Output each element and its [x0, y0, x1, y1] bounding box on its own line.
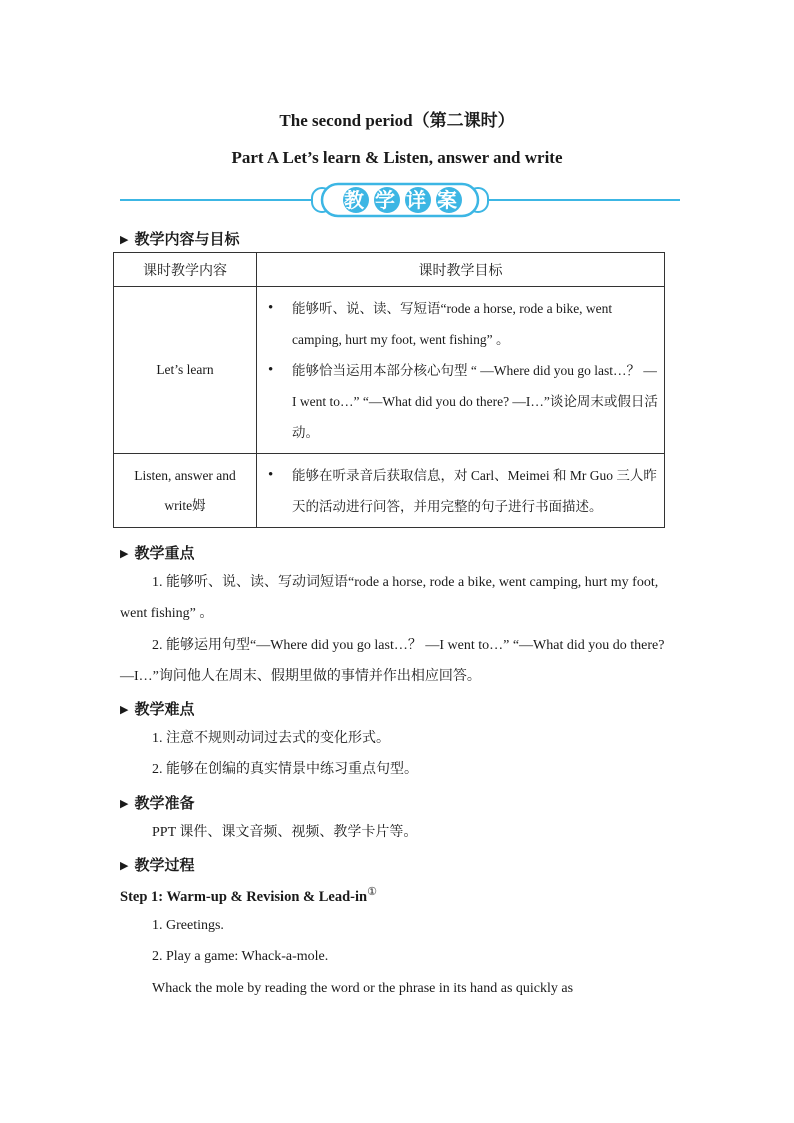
- difficulty-1: 1. 注意不规则动词过去式的变化形式。: [152, 731, 390, 746]
- section-heading-process: ▶ 教学过程: [120, 856, 195, 874]
- preparation-text: PPT 课件、课文音频、视频、教学卡片等。: [152, 825, 418, 840]
- table-cell-goals: [257, 287, 665, 454]
- section-heading-preparation: ▶ 教学准备: [120, 794, 195, 812]
- key-point-1: 1. 能够听、说、读、写动词短语“rode a horse, rode a bike, went camping, hurt my foot, went fishing” 。: [120, 575, 659, 621]
- triangle-icon: ▶: [120, 547, 129, 560]
- section-heading-difficulties: ▶ 教学难点: [120, 700, 195, 718]
- goals-table: [113, 252, 665, 528]
- banner-char-3: 详: [406, 188, 426, 212]
- banner-char-4: 案: [437, 188, 457, 212]
- table-cell-content: Let’s learn: [114, 287, 257, 454]
- step-1-item-2: 2. Play a game: Whack-a-mole.: [152, 949, 329, 964]
- table-row: [114, 287, 665, 454]
- table-row: [114, 454, 665, 528]
- table-header-row: [114, 253, 665, 287]
- goal-item: • 能够听、说、读、写短语“rode a horse, rode a bike, went camping, hurt my foot, went fishing” 。: [266, 293, 659, 355]
- goal-item: • 能够恰当运用本部分核心句型 “ —Where did you go last…？ —I went to…” “—What did you do there? —I…”谈论周末或假日活动。: [266, 355, 659, 448]
- table-cell-content: Listen, answer and write姆: [114, 454, 257, 528]
- page-subtitle: Part A Let’s learn & Listen, answer and write: [231, 148, 563, 167]
- banner-char-2: 学: [375, 188, 395, 212]
- step-1-item-3: Whack the mole by reading the word or the phrase in its hand as quickly as: [152, 981, 574, 996]
- step-1-title: Step 1: Warm-up & Revision & Lead-in①: [120, 886, 377, 905]
- triangle-icon: ▶: [120, 703, 129, 716]
- triangle-icon: ▶: [120, 233, 129, 246]
- banner-char-1: 教: [344, 188, 364, 212]
- section-banner: [120, 180, 680, 220]
- section-heading-content-goals: ▶ 教学内容与目标: [120, 230, 240, 248]
- table-header-content: 课时教学内容: [114, 253, 257, 287]
- key-point-2: 2. 能够运用句型“—Where did you go last…？ —I went to…” “—What did you do there? —I…”询问他人在周末、假期里做的事情并作出相应回答。: [120, 638, 665, 684]
- footnote-marker: ①: [367, 886, 377, 898]
- triangle-icon: ▶: [120, 859, 129, 872]
- difficulty-2: 2. 能够在创编的真实情景中练习重点句型。: [152, 762, 418, 777]
- step-1-item-1: 1. Greetings.: [152, 918, 224, 933]
- section-heading-key-points: ▶ 教学重点: [120, 544, 195, 562]
- table-cell-goals: [257, 454, 665, 528]
- table-header-goals: 课时教学目标: [257, 253, 665, 287]
- goal-item: • 能够在听录音后获取信息，对 Carl、Meimei 和 Mr Guo 三人昨天的活动进行问答，并用完整的句子进行书面描述。: [266, 460, 659, 522]
- triangle-icon: ▶: [120, 797, 129, 810]
- page-title: The second period（第二课时）: [279, 111, 515, 130]
